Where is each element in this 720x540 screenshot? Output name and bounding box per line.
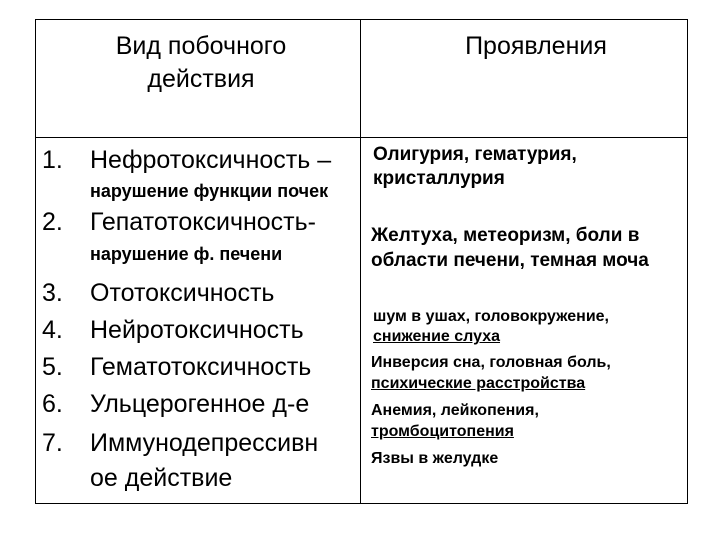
header-col1-line1: Вид побочного xyxy=(115,32,287,60)
list-subtext-nephro: нарушение функции почек xyxy=(90,181,329,201)
list-text: Нейротоксичность xyxy=(90,316,304,344)
list-text: Ототоксичность xyxy=(90,279,275,307)
manifest-oto-line1: шум в ушах, головокружение, xyxy=(373,308,609,325)
list-text: Ульцерогенное д-е xyxy=(90,390,310,418)
manifest-ulcer-line1: Язвы в желудке xyxy=(371,450,499,467)
manifest-nephro-line2: кристаллурия xyxy=(373,168,505,189)
list-number: 1. xyxy=(42,146,63,174)
manifest-neuro-line1: Инверсия сна, головная боль, xyxy=(371,354,611,371)
manifest-nephro-line1: Олигурия, гематурия, xyxy=(373,144,577,165)
header-divider xyxy=(36,137,687,138)
list-number: 5. xyxy=(42,353,63,381)
list-text: Нефротоксичность – xyxy=(90,146,332,174)
list-number: 7. xyxy=(42,429,63,457)
list-text: Гематотоксичность xyxy=(90,353,312,381)
list-subtext-hepato: нарушение ф. печени xyxy=(90,244,283,264)
manifest-oto-line2: снижение слуха xyxy=(373,328,501,345)
manifest-hemato-line2: тромбоцитопения xyxy=(371,423,514,440)
header-col1-line2: действия xyxy=(147,65,255,93)
list-text: Иммунодепрессивн xyxy=(90,429,319,457)
manifest-hepato-line1: Желтуха, метеоризм, боли в xyxy=(371,225,640,246)
list-number: 3. xyxy=(42,279,63,307)
column-divider xyxy=(360,20,361,503)
list-number: 2. xyxy=(42,208,63,236)
list-text-cont: ое действие xyxy=(90,464,233,492)
list-text: Гепатотоксичность- xyxy=(90,208,316,236)
manifest-neuro-line2: психические расстройства xyxy=(371,375,586,392)
list-number: 4. xyxy=(42,316,63,344)
list-number: 6. xyxy=(42,390,63,418)
header-side-effect-type xyxy=(96,30,306,96)
manifest-hemato-line1: Анемия, лейкопения, xyxy=(371,402,539,419)
side-effects-table xyxy=(35,19,688,504)
manifest-hepato-line2: области печени, темная моча xyxy=(371,250,649,271)
header-manifestations: Проявления xyxy=(465,32,607,60)
